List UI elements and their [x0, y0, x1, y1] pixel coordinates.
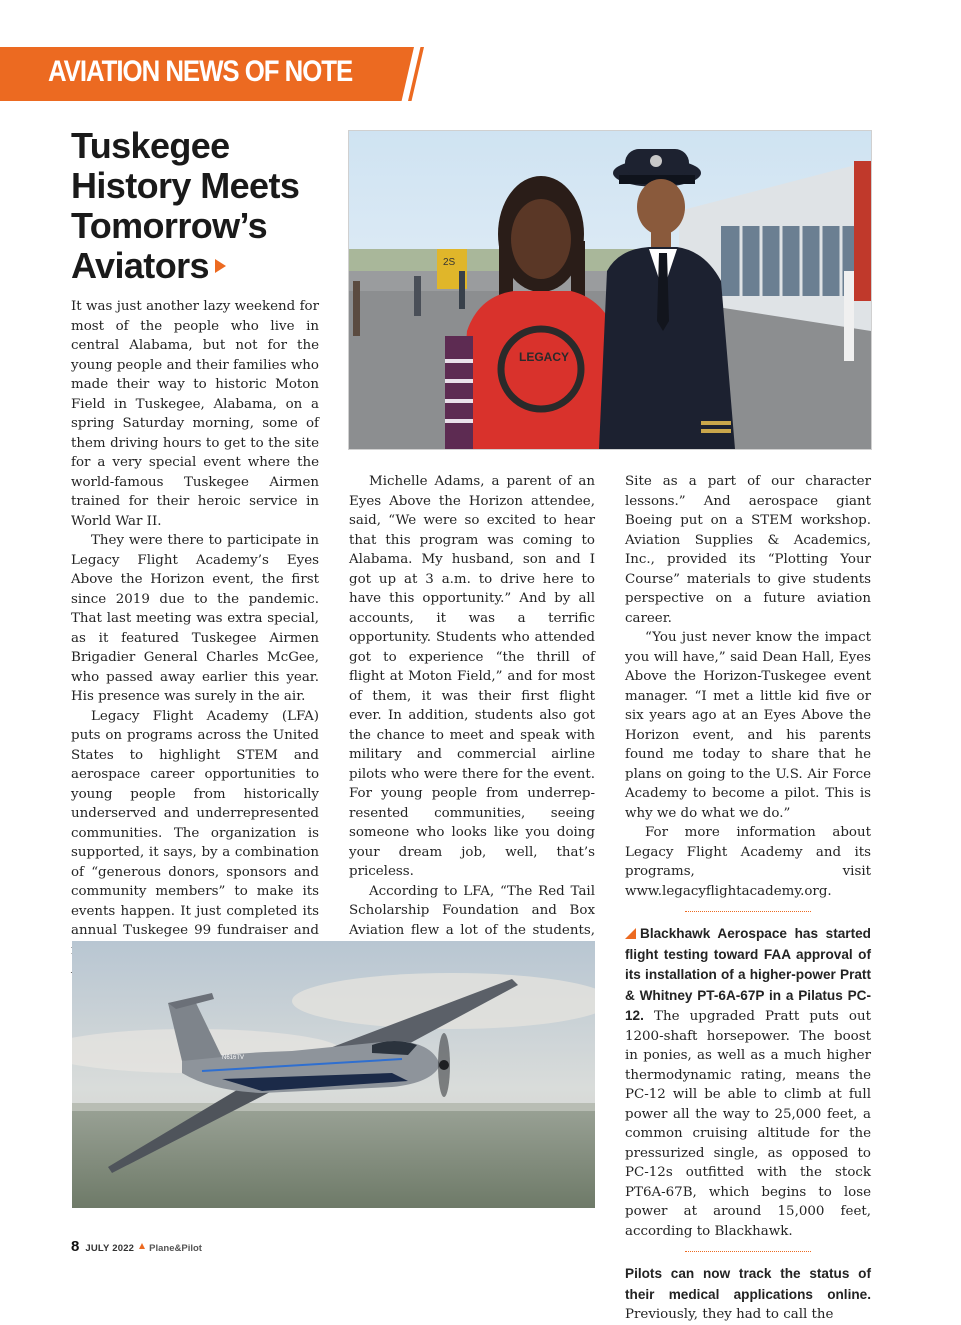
paragraph: It was just another lazy weekend for most of the people who live in central Alabama, but not for the young people and their families who made their way to historic Moton Field in Tuskegee, Alabama, on a spring Saturday morning, some of them driving hours to get to the site for a very special event where the world-famous Tuskegee Airmen trained for their heroic service in World War II. — [71, 299, 319, 529]
article-column-3 — [625, 472, 871, 1325]
paragraph: For more information about Legacy Flight Academy and its programs, visit www.legacyflightacademy.org. — [625, 825, 871, 899]
page-footer — [71, 1238, 202, 1256]
tail-sign-text: 2S — [443, 257, 456, 268]
article-headline — [71, 126, 341, 286]
section-divider — [685, 911, 811, 912]
magazine-name: Plane&Pilot — [149, 1243, 202, 1254]
plane-photo-illustration — [72, 941, 595, 1208]
headline-line: Tomorrow’s — [71, 205, 268, 246]
paragraph: Legacy Flight Academy (LFA) puts on programs across the United States to highlight STEM and aerospace career opportunities to young people from historically underserved and underrepresented communities. The organization is supported, it says, by a combination of “generous donors, sponsors and community members” to make its events happen. It just completed its annual Tuskegee 99 fundraiser and — [71, 708, 319, 938]
article-column-1 — [71, 297, 319, 980]
paragraph: They were there to participate in Legacy Flight Academy’s Eyes Above the Horizon event, the first since 2019 due to the pandemic. That last meeting was extra special, as it featured Tuskegee Airmen Brigadier General Charles McGee, who passed away earlier this year. His presence was surely in the air. — [71, 533, 319, 704]
issue-date: JULY 2022 — [85, 1243, 135, 1254]
news-brief — [625, 1264, 871, 1325]
shirt-text: LEGACY — [519, 350, 570, 364]
headline-line: Tuskegee — [71, 125, 230, 166]
triangle-icon — [139, 1243, 145, 1249]
section-title: AVIATION NEWS OF NOTE — [48, 55, 353, 88]
corner-triangle-icon — [625, 928, 636, 939]
headline-line-last — [71, 246, 341, 286]
brief-body: The upgraded Pratt puts out 1200-shaft horsepower. The boost in ponies, as well as a much higher thermodynamic rating, means the PC-12 will be able to climb at full power all the way to 25,000 feet, a common cruising altitude for the pressurized single, as opposed to PC-12s outfitted with the stock PT6A-67B, which begins to lose power at around 15,000 feet, according to Blackhawk. — [625, 1009, 871, 1239]
headline-line: History Meets — [71, 165, 300, 206]
paragraph: “You just never know the impact you will have,” said Dean Hall, Eyes Above the Horizon-Tuskegee event manager. “I met a little kid five or six years ago at an Eyes Above the Horizon event, and his parents found me today to share that he plans on going to the U.S. Air Force Academy to become a pilot. This is why we do what we do.” — [625, 630, 871, 821]
brief-body: Previously, they had to call the — [625, 1307, 834, 1322]
paragraph: According to LFA, “The Red Tail Scholarship Foundation and Box Aviation flew a lot of the students, — [349, 883, 595, 938]
event-photo-illustration — [349, 131, 871, 449]
paragraph: Michelle Adams, a parent of an Eyes Above the Horizon attendee, said, “We were so excited to hear that this program was coming to Alabama. My husband, son and I got up at 3 a.m. to drive here to have this opportunity.” And by all accounts, it was a terrific opportunity. Students who attended got to experience “the thrill of flight at Moton Field,” and for most of them, it was their first flight ever. In addition, students also got the chance to meet and speak with military and commercial airline pilots who were there for the event. For young people from underrepresented communities, seeing someone who looks like you doing your dream job, well, that’s priceless. — [349, 474, 595, 879]
page-number: 8 — [71, 1238, 80, 1255]
news-brief — [625, 924, 871, 1241]
headline-line: Aviators — [71, 245, 209, 286]
section-divider — [685, 1251, 811, 1252]
brief-lead: Blackhawk Aerospace has started flight testing toward FAA approval of its installation of a higher-power Pratt & Whitney PT-6A-67P in a Pilatus PC-12. — [625, 926, 871, 1023]
arrow-right-icon — [215, 259, 226, 273]
article-column-2 — [349, 472, 595, 979]
brief-lead: Pilots can now track the status of their medical applications online. — [625, 1266, 871, 1302]
pilatus-pc12-photo — [72, 941, 595, 1208]
plane-tail-text: N616TV — [222, 1055, 245, 1061]
paragraph: Site as a part of our character lessons.” And aerospace giant Boeing put on a STEM workshop. Aviation Supplies & Academics, Inc., provided its “Plotting Your Course” materials to give students perspective on a future aviation career. — [625, 474, 871, 626]
event-photo — [348, 130, 872, 450]
